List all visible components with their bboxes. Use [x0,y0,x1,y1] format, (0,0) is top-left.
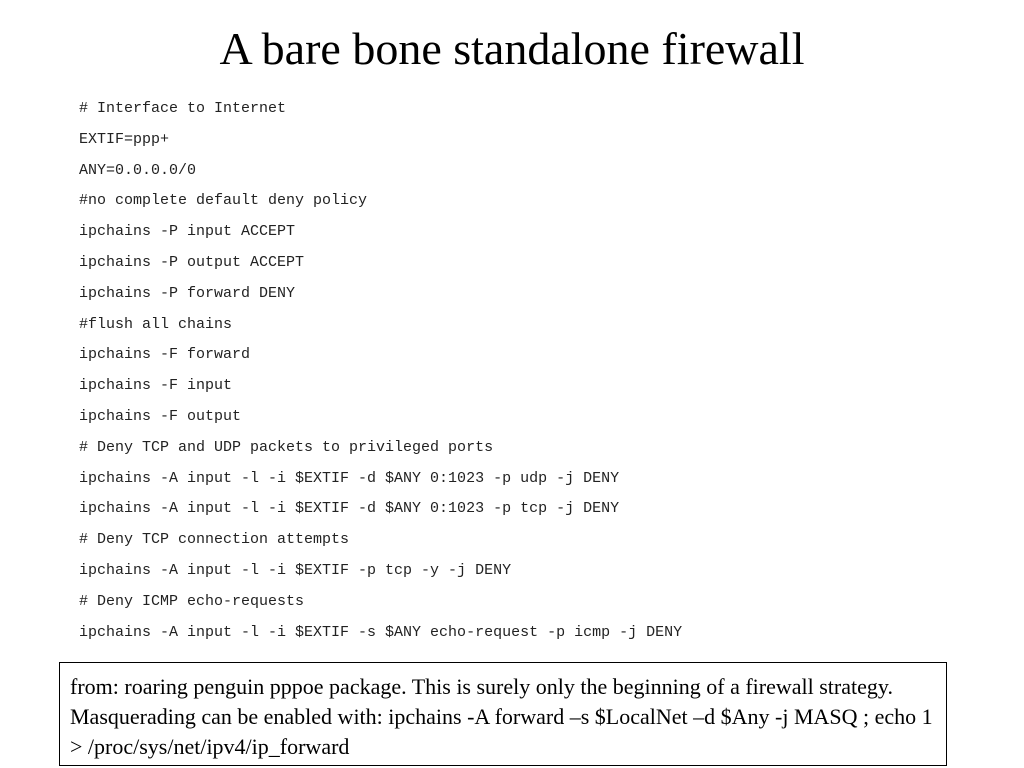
slide-title: A bare bone standalone firewall [219,23,805,74]
code-line: ipchains -P input ACCEPT [79,223,296,241]
code-line: ipchains -A input -l -i $EXTIF -s $ANY echo-request -p icmp -j DENY [79,623,683,641]
source-note-box [59,662,947,766]
code-line: ipchains -P output ACCEPT [79,253,305,271]
code-line: ipchains -A input -l -i $EXTIF -p tcp -y -j DENY [79,561,512,579]
code-line: ipchains -F output [79,407,242,425]
code-line: #no complete default deny policy [79,192,368,210]
code-line: # Deny ICMP echo-requests [79,592,305,610]
firewall-script [79,94,979,648]
code-line: # Interface to Internet [79,100,287,117]
code-line: ipchains -A input -l -i $EXTIF -d $ANY 0:1023 -p udp -j DENY [79,469,620,487]
code-line: ANY=0.0.0.0/0 [79,161,197,179]
code-line: # Deny TCP and UDP packets to privileged ports [79,438,494,456]
code-line: ipchains -A input -l -i $EXTIF -d $ANY 0:1023 -p tcp -j DENY [79,500,620,518]
code-line: EXTIF=ppp+ [79,130,170,148]
code-line: ipchains -F forward [79,346,251,364]
code-line: # Deny TCP connection attempts [79,531,350,549]
code-line: #flush all chains [79,315,233,333]
source-note-text: from: roaring penguin pppoe package. This is surely only the beginning of a firewall strategy. Masquerading can be enabled with: ipchains -A forward –s $LocalNet –d $Any -j MASQ ; echo 1 > /proc/sys/net/ipv4/ip_forward [70,674,933,759]
code-line: ipchains -P forward DENY [79,284,296,302]
code-line: ipchains -F input [79,377,233,395]
